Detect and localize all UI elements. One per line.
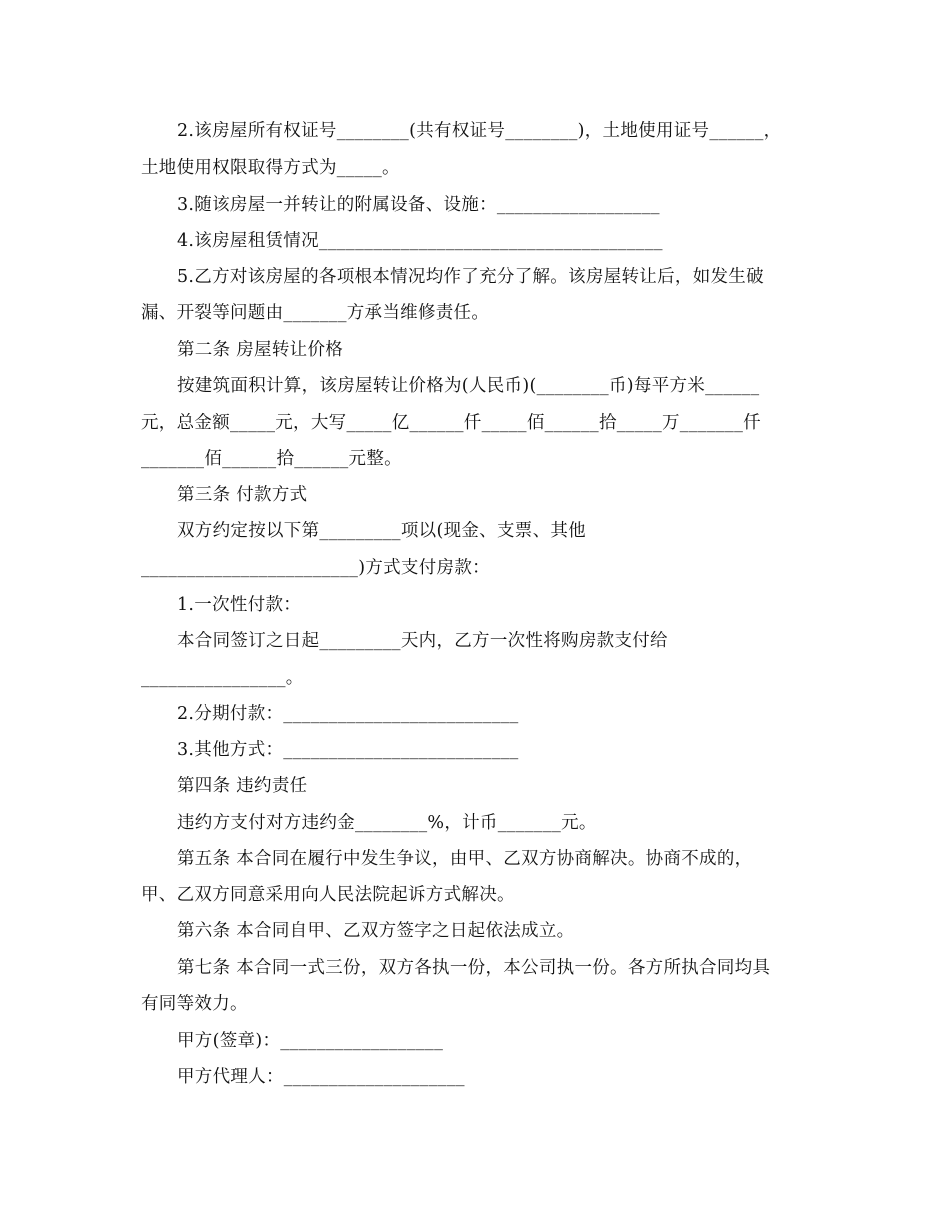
article-2-text-line-3: _______佰______拾______元整。 — [141, 449, 402, 469]
article-5-line-1: 第五条 本合同在履行中发生争议，由甲、乙双方协商解决。协商不成的， — [177, 849, 753, 869]
clause-item-2-line-2: 土地使用权限取得方式为_____。 — [141, 158, 400, 178]
clause-item-5-line-2: 漏、开裂等问题由_______方承当维修责任。 — [141, 303, 490, 323]
payment-option-2: 2.分期付款：__________________________ — [177, 704, 519, 724]
article-7-line-2: 有同等效力。 — [141, 994, 248, 1014]
article-4-text: 违约方支付对方违约金________%，计币_______元。 — [177, 813, 597, 833]
article-2-text-line-2: 元，总金额_____元，大写_____亿______仟_____佰______拾_____万_______仟 — [141, 413, 761, 433]
article-2-heading: 第二条 房屋转让价格 — [177, 340, 344, 360]
article-7-line-1: 第七条 本合同一式三份，双方各执一份，本公司执一份。各方所执合同均具 — [177, 958, 771, 978]
article-3-text-line-2: ________________________)方式支付房款： — [141, 558, 490, 578]
clause-item-4: 4.该房屋租赁情况______________________________________ — [177, 231, 663, 251]
clause-item-2-line-1: 2.该房屋所有权证号________(共有权证号________)，土地使用证号______， — [177, 121, 782, 141]
article-5-line-2: 甲、乙双方同意采用向人民法院起诉方式解决。 — [141, 885, 515, 905]
article-6: 第六条 本合同自甲、乙双方签字之日起依法成立。 — [177, 921, 575, 941]
article-2-text-line-1: 按建筑面积计算，该房屋转让价格为(人民币)(________币)每平方米______ — [177, 376, 760, 396]
article-3-text-line-1: 双方约定按以下第_________项以(现金、支票、其他 — [177, 521, 586, 541]
article-3-heading: 第三条 付款方式 — [177, 485, 308, 505]
payment-option-1-text-line-1: 本合同签订之日起_________天内，乙方一次性将购房款支付给 — [177, 631, 668, 651]
party-a-agent: 甲方代理人：____________________ — [177, 1067, 465, 1087]
clause-item-5-line-1: 5.乙方对该房屋的各项根本情况均作了充分了解。该房屋转让后，如发生破 — [177, 267, 764, 287]
clause-item-3: 3.随该房屋一并转让的附属设备、设施：__________________ — [177, 195, 660, 215]
party-a-signature: 甲方(签章)：__________________ — [177, 1031, 444, 1051]
article-4-heading: 第四条 违约责任 — [177, 776, 308, 796]
payment-option-1: 1.一次性付款： — [177, 595, 302, 615]
payment-option-3: 3.其他方式：__________________________ — [177, 740, 519, 760]
payment-option-1-text-line-2: ________________。 — [141, 668, 304, 688]
